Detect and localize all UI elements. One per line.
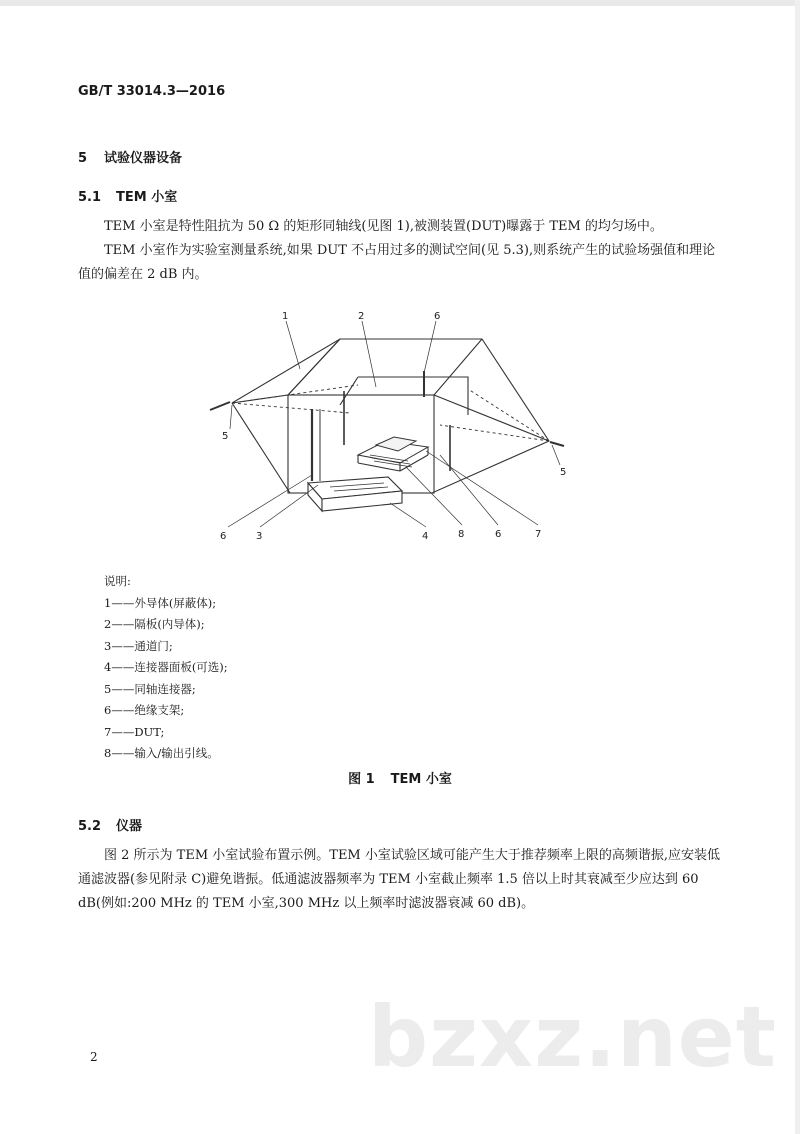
watermark: bzxz.net xyxy=(368,988,777,1086)
paragraph-tem-deviation: TEM 小室作为实验室测量系统,如果 DUT 不占用过多的测试空间(见 5.3),则系统产生的试验场强值和理论值的偏差在 2 dB 内。 xyxy=(78,243,716,282)
legend-item: 4——连接器面板(可选); xyxy=(104,660,228,674)
legend-item: 5——同轴连接器; xyxy=(104,681,196,696)
paragraph-tem-definition: TEM 小室是特性阻抗为 50 Ω 的矩形同轴线(见图 1),被测装置(DUT)曝露于 TEM 的均匀场中。 xyxy=(104,219,663,234)
callout-3: 3 xyxy=(256,531,263,542)
section-heading xyxy=(78,147,182,166)
callout-2: 2 xyxy=(358,311,365,322)
callout-4: 4 xyxy=(422,531,429,542)
page-right-edge xyxy=(795,0,800,1134)
callout-5-right: 5 xyxy=(560,467,567,478)
outer-conductor-outline xyxy=(232,339,549,493)
callout-6-right: 6 xyxy=(495,529,502,540)
callout-6-top: 6 xyxy=(434,311,441,322)
tem-cell-figure xyxy=(200,305,600,545)
callout-8: 8 xyxy=(458,529,465,540)
page-top-edge xyxy=(0,0,800,6)
subsection-title: 仪器 xyxy=(116,819,143,834)
legend-item: 7——DUT; xyxy=(104,724,165,739)
callout-7: 7 xyxy=(535,529,542,540)
septum-plate xyxy=(358,377,468,415)
subsection-number: 5.2 xyxy=(78,819,102,834)
subsection-title: TEM 小室 xyxy=(116,190,178,205)
figure-caption-title: TEM 小室 xyxy=(390,772,452,787)
legend-item: 6——绝缘支架; xyxy=(104,703,185,717)
legend-item: 2——隔板(内导体); xyxy=(104,617,205,631)
subsection-heading-5-1 xyxy=(78,186,177,205)
section-number: 5 xyxy=(78,151,88,166)
page-number: 2 xyxy=(90,1050,98,1064)
legend-item: 1——外导体(屏蔽体); xyxy=(104,595,217,610)
document-code: GB/T 33014.3—2016 xyxy=(78,84,226,99)
figure-caption xyxy=(0,768,800,787)
figure-caption-number: 图 1 xyxy=(348,772,375,787)
legend-item: 3——通道门; xyxy=(104,638,173,653)
figure-legend xyxy=(104,571,228,765)
subsection-number: 5.1 xyxy=(78,190,102,205)
section-title: 试验仪器设备 xyxy=(104,151,183,166)
legend-item: 8——输入/输出引线。 xyxy=(104,746,219,760)
callout-1: 1 xyxy=(282,311,289,322)
callout-6-left: 6 xyxy=(220,531,227,542)
subsection-heading-5-2 xyxy=(78,815,142,834)
callout-5-left: 5 xyxy=(222,431,229,442)
paragraph-instruments: 图 2 所示为 TEM 小室试验布置示例。TEM 小室试验区域可能产生大于推荐频率上限的高频谐振,应安装低通滤波器(参见附录 C)避免谐振。低通滤波器频率为 TEM 小室截止频率 1.5 倍以上时其衰减至少应达到 60 dB(例如:200 MHz 的 TEM 小室,300 MHz 以上频率时滤波器衰减 60 dB)。 xyxy=(78,848,721,911)
legend-title: 说明: xyxy=(104,574,131,588)
